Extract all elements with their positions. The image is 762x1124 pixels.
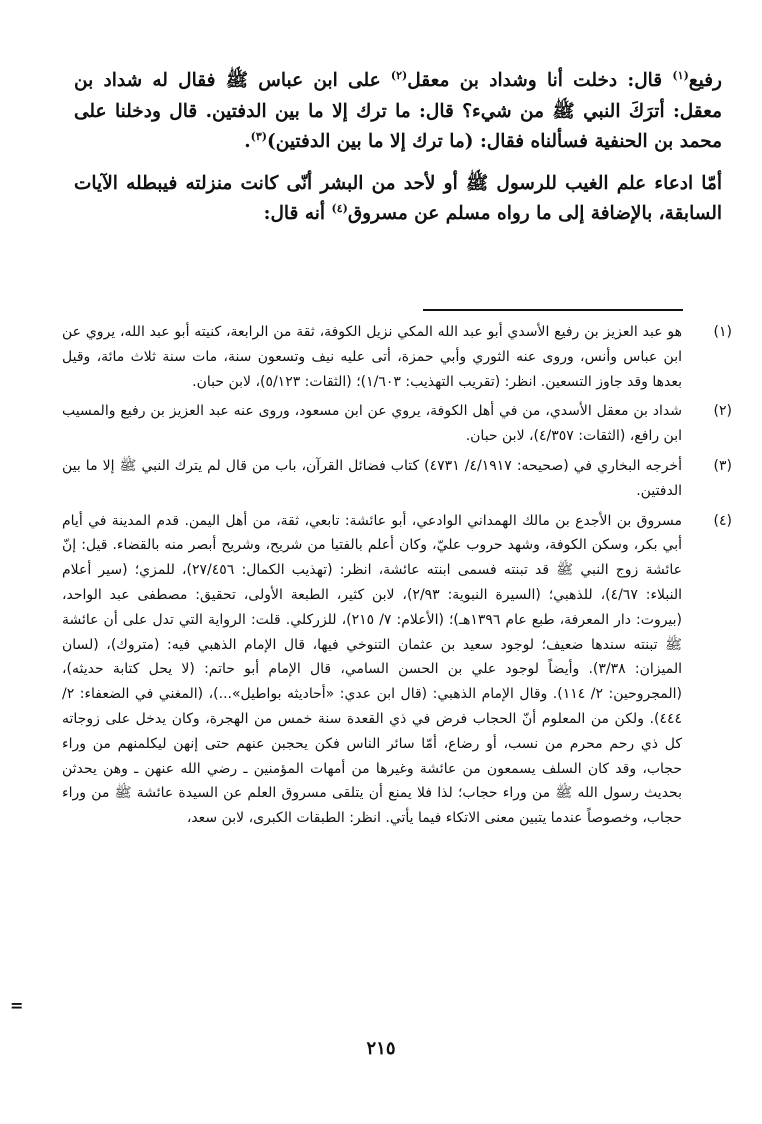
main-text — [74, 66, 722, 230]
text-run: على ابن عباس ﷺ فقال له شداد بن معقل: أترَكَ النبي ﷺ من شيء؟ قال: ما ترك إلا ما بين الدفتين. قال ودخلنا على محمد بن الحنفية فسألناه فقال: (ما ترك إلا ما بين الدفتين) — [74, 70, 722, 152]
footnote-separator — [423, 309, 683, 311]
footnote-3 — [62, 454, 732, 504]
footnote-text: مسروق بن الأجدع بن مالك الهمداني الوادعي، أبو عائشة: تابعي، ثقة، من أهل اليمن. قدم المدينة في أيام أبي بكر، وسكن الكوفة، وشهد حروب عليّ، وكان أعلم بالفتيا من شريح، وشريح أبصر منه بالقضاء. قيل: إنّ عائشة زوج النبي ﷺ قد تبنته فسمى ابنته عائشة، انظر: (تهذيب الكمال: ٢٧/٤٥٦)، للمزي؛ (سير أعلام النبلاء: ٤/٦٧)، للذهبي؛ (السيرة النبوية: ٢/٩٣)، لابن كثير، الطبعة الأولى، تحقيق: مصطفى عبد الواحد، (بيروت: دار المعرفة، طبع عام ١٣٩٦هـ)؛ (الأعلام: ٧/ ٢١٥)، للزركلي. قلت: الرواية التي تدل على أن عائشة ﷺ تبنته سندها ضعيف؛ لوجود سعيد بن عثمان التنوخي فيها، قال الإمام الذهبي فيه: (متروك)، (لسان الميزان: ٣/٣٨). وأيضاً لوجود علي بن الحسن السامي، قال الإمام أبو حاتم: (لا يحل كتابة حديثه)، (المجروحين: ٢/ ١١٤). وقال الإمام الذهبي: (قال ابن عدي: «أحاديثه بواطيل»...)، (المغني في الضعفاء: ٢/ ٤٤٤). ولكن من المعلوم أنّ الحجاب فرض في ذي القعدة سنة خمس من الهجرة، وكان يدخل على زوجاته كل ذي رحم محرم من نسب، أو رضاع، أمّا سائر الناس فكن يحجبن عنهم حتى إنهن ليكلمنهم من وراء حجاب، وقد كان السلف يسمعون من عائشة وغيرها من أمهات المؤمنين ـ رضي الله عنهن ـ وهن يحدثن بحديث رسول الله ﷺ من وراء حجاب؛ لذا فلا يمنع أن يتلقى مسروق العلم عن السيدة عائشة ﷺ من وراء حجاب، وخصوصاً عندما يتبين معنى الاتكاء فيما يأتي. انظر: الطبقات الكبرى، لابن سعد، — [62, 512, 683, 827]
footnote-4 — [62, 509, 732, 831]
footnote-number: (٤) — [713, 512, 732, 529]
footnote-text: أخرجه البخاري في (صحيحه: ٤/١٩١٧/ ٤٧٣١) كتاب فضائل القرآن، باب من قال لم يترك النبي ﷺ إلا ما بين الدفتين. — [62, 457, 682, 499]
footnote-2 — [62, 399, 732, 449]
main-paragraph-2 — [74, 169, 722, 230]
footnote-number: (٣) — [713, 457, 732, 474]
footnote-ref-2[interactable]: (٢) — [390, 68, 408, 82]
footnote-number: (٢) — [713, 403, 732, 420]
continuation-mark: = — [10, 996, 24, 1015]
text-run: . — [244, 131, 251, 152]
text-run: أمّا ادعاء علم الغيب للرسول ﷺ أو لأحد من البشر أنّى كانت منزلته فيبطله الآيات السابقة، بالإضافة إلى ما رواه مسلم عن مسروق — [74, 172, 722, 224]
text-run: قال: دخلت أنا وشداد بن معقل — [407, 70, 673, 91]
footnote-1 — [62, 320, 732, 394]
footnote-text: هو عبد العزيز بن رفيع الأسدي أبو عبد الله المكي نزيل الكوفة، ثقة من الرابعة، كنيته أبو عبد الله، يروي عن ابن عباس وأنس، وروى عنه الثوري وأبي حمزة، أتى عليه نيف وتسعون سنة، مات سنة ثلاث مائة، وقيل بعدها وقد جاوز التسعين. انظر: (تقريب التهذيب: ١/٦٠٣)؛ (الثقات: ٥/١٢٣)، لابن حبان. — [62, 324, 682, 390]
main-paragraph-1 — [74, 66, 722, 158]
footnote-number: (١) — [713, 324, 732, 340]
footnote-ref-1[interactable]: (١) — [672, 68, 689, 82]
text-run: أنه قال: — [263, 203, 332, 224]
text-run: رفيع — [688, 70, 722, 91]
footnote-ref-4[interactable]: (٤) — [331, 201, 348, 215]
footnotes — [62, 320, 732, 836]
footnote-ref-3[interactable]: (٣) — [250, 129, 268, 143]
footnote-text: شداد بن معقل الأسدي، من في أهل الكوفة، يروي عن ابن مسعود، وروى عنه عبد العزيز بن رفيع والمسيب ابن رافع، (الثقات: ٤/٣٥٧)، لابن حبان. — [62, 403, 682, 445]
page-number: ٢١٥ — [366, 1038, 396, 1059]
